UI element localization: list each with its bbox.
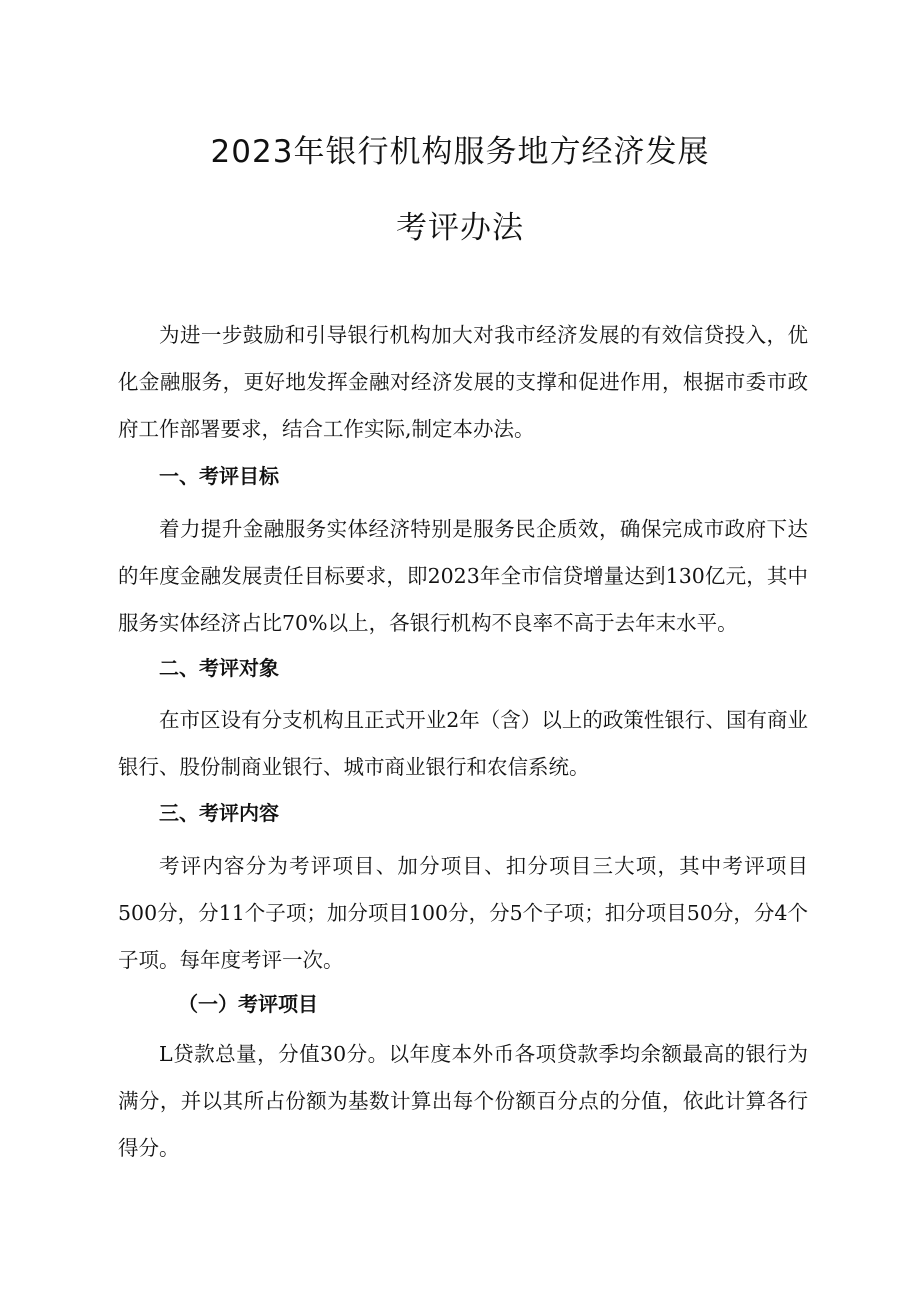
section-heading-targets: 二、考评对象 [159, 656, 279, 680]
section-paragraph-objective: 着力提升金融服务实体经济特别是服务民企质效，确保完成市政府下达的年度金融发展责任目标要求，即2023年全市信贷增量达到130亿元，其中服务实体经济占比70%以上，各银行机构不良率不高于去年末水平。 [118, 517, 808, 635]
document-title-line2: 考评办法 [396, 210, 524, 246]
section-heading-objective: 一、考评目标 [159, 464, 279, 488]
document-title-line1: 2023年银行机构服务地方经济发展 [210, 134, 710, 170]
section-heading-content: 三、考评内容 [159, 801, 279, 825]
intro-paragraph: 为进一步鼓励和引导银行机构加大对我市经济发展的有效信贷投入，优化金融服务，更好地发挥金融对经济发展的支撑和促进作用，根据市委市政府工作部署要求，结合工作实际,制定本办法。 [118, 323, 808, 441]
section-paragraph-content: 考评内容分为考评项目、加分项目、扣分项目三大项，其中考评项目500分，分11个子项；加分项目100分，分5个子项；扣分项目50分，分4个子项。每年度考评一次。 [118, 854, 808, 972]
section-paragraph-targets: 在市区设有分支机构且正式开业2年（含）以上的政策性银行、国有商业银行、股份制商业银行、城市商业银行和农信系统。 [118, 708, 808, 779]
subsection-paragraph-items: L贷款总量，分值30分。以年度本外币各项贷款季均余额最高的银行为满分，并以其所占份额为基数计算出每个份额百分点的分值，依此计算各行得分。 [118, 1042, 808, 1160]
subsection-heading-items: （一）考评项目 [178, 992, 318, 1016]
